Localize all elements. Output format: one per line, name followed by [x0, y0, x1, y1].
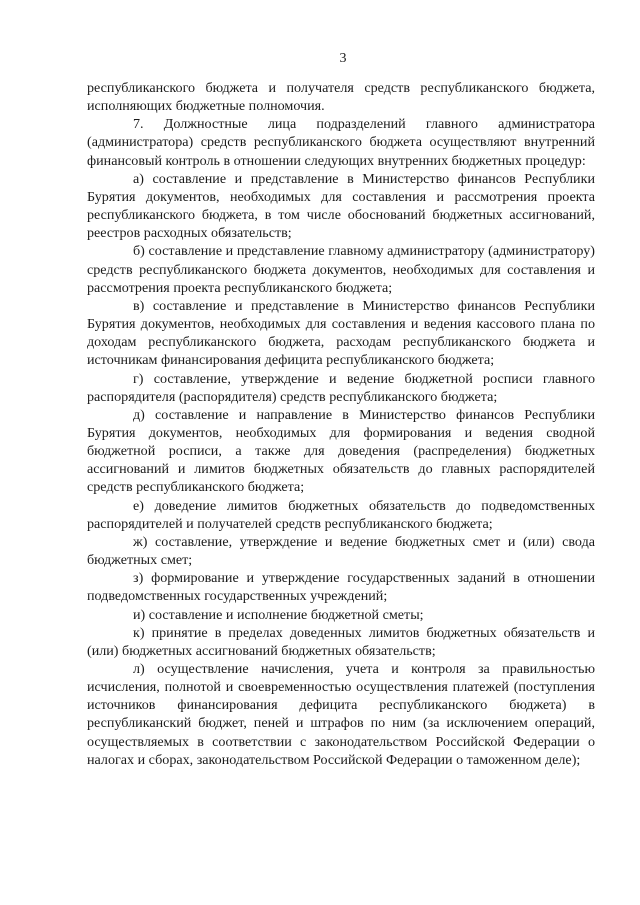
paragraph-item-7: 7. Должностные лица подразделений главного администратора (администратора) средств республиканского бюджета осуществляют внутренний финансовый контроль в отношении следующих внутренних бюджетных процедур: [87, 116, 595, 169]
paragraph-subitem-e: е) доведение лимитов бюджетных обязательств до подведомственных распорядителей и получателей средств республиканского бюджета; [87, 497, 595, 532]
paragraph-subitem-z: з) формирование и утверждение государственных заданий в отношении подведомственных государственных учреждений; [87, 570, 595, 605]
paragraph-subitem-b: б) составление и представление главному администратору (администратору) средств республиканского бюджета документов, необходимых для составления и рассмотрения проекта республиканского бюджета; [87, 243, 595, 296]
document-body [87, 79, 595, 769]
paragraph-subitem-d: д) составление и направление в Министерство финансов Республики Бурятия документов, необходимых для формирования и ведения сводной бюджетной росписи, а также для доведения (распределения) бюджетных ассигнований и лимитов бюджетных обязательств до главных распорядителей средств республиканского бюджета; [87, 406, 595, 496]
page-number: 3 [339, 51, 347, 66]
paragraph-subitem-k: к) принятие в пределах доведенных лимитов бюджетных обязательств и (или) бюджетных ассигнований бюджетных обязательств; [87, 624, 595, 659]
paragraph-continuation: республиканского бюджета и получателя средств республиканского бюджета, исполняющих бюджетные полномочия. [87, 80, 595, 115]
paragraph-subitem-v: в) составление и представление в Министерство финансов Республики Бурятия документов, необходимых для составления и ведения кассового плана по доходам республиканского бюджета, расходам республиканского бюджета и источникам финансирования дефицита республиканского бюджета; [87, 297, 595, 369]
paragraph-subitem-g: г) составление, утверждение и ведение бюджетной росписи главного распорядителя (распорядителя) средств республиканского бюджета; [87, 370, 595, 405]
paragraph-subitem-i: и) составление и исполнение бюджетной сметы; [133, 606, 424, 623]
paragraph-subitem-l: л) осуществление начисления, учета и контроля за правильностью исчисления, полнотой и своевременностью осуществления платежей (поступления источников финансирования дефицита республиканского бюджета) в республиканский бюджет, пеней и штрафов по ним (за исключением операций, осуществляемых в соответствии с законодательством Российской Федерации о налогах и сборах, законодательством Российской Федерации о таможенном деле); [87, 661, 595, 768]
paragraph-subitem-a: а) составление и представление в Министерство финансов Республики Бурятия документов, необходимых для составления и рассмотрения проекта республиканского бюджета, в том числе обоснований бюджетных ассигнований, реестров расходных обязательств; [87, 170, 595, 242]
paragraph-subitem-zh: ж) составление, утверждение и ведение бюджетных смет и (или) свода бюджетных смет; [87, 533, 595, 569]
